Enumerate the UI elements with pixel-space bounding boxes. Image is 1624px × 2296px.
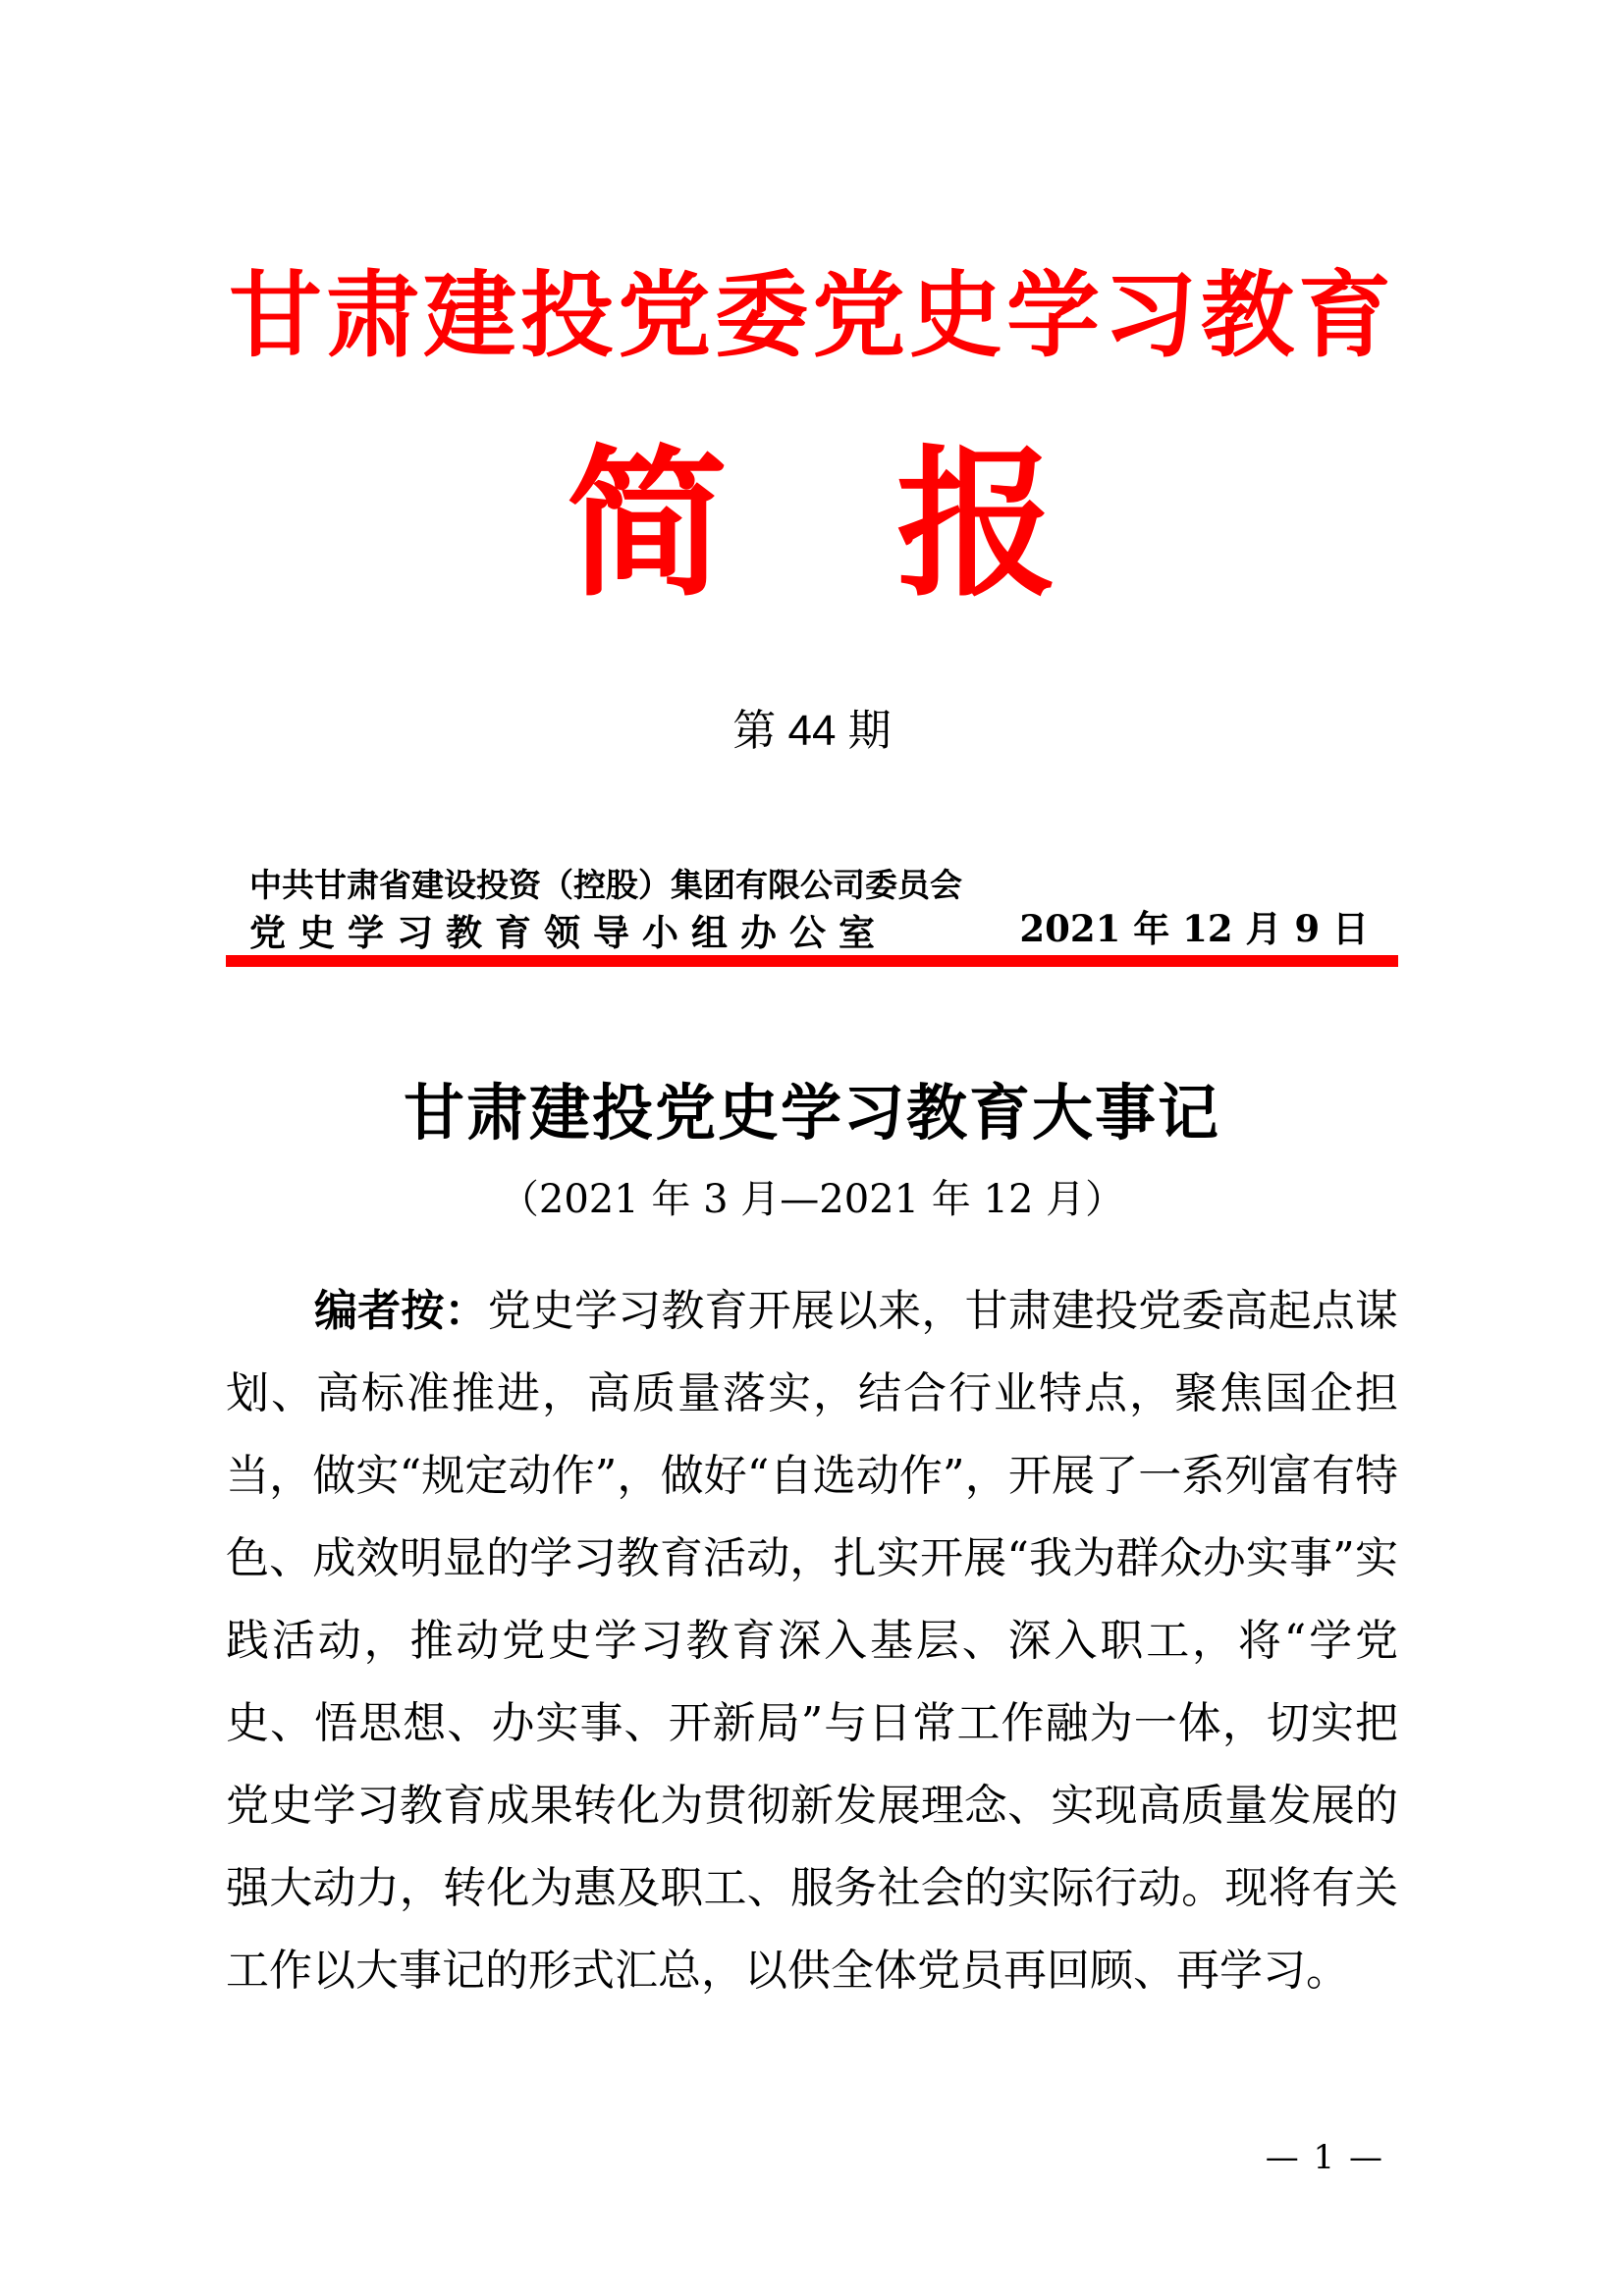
page-number: — 1 — [1265,2138,1384,2177]
issue-number: 第 44 期 [732,707,892,755]
masthead-bulletin-title [226,429,1398,618]
issue-date: 2021 年 12 月 9 日 [1019,907,1369,950]
article-body-paragraph [226,1270,1398,2012]
article-date-range: （2021 年 3 月—2021 年 12 月） [499,1177,1125,1222]
issuer-office-line: 党史学习教育领导小组办公室 [249,911,888,954]
masthead-org-title: 甘肃建投党委党史学习教育 [228,261,1395,370]
editor-note-label: 编者按： [314,1286,488,1336]
issuer-committee-line: 中共甘肃省建设投资（控股）集团有限公司委员会 [249,866,962,904]
masthead-divider-rule [226,955,1398,967]
article-title: 甘肃建投党史学习教育大事记 [403,1077,1220,1148]
editor-note-text: 党史学习教育开展以来，甘肃建投党委高起点谋划、高标准推进，高质量落实，结合行业特点，聚焦国企担当，做实“规定动作”，做好“自选动作”，开展了一系列富有特色、成效明显的学习教育活动，扎实开展“我为群众办实事”实践活动，推动党史学习教育深入基层、深入职工，将“学党史、悟思想、办实事、开新局”与日常工作融为一体，切实把党史学习教育成果转化为贯彻新发展理念、实现高质量发展的强大动力，转化为惠及职工、服务社会的实际行动。现将有关工作以大事记的形式汇总，以供全体党员再回顾、再学习。 [226,1286,1399,1996]
bulletin-char-bao: 报 [896,429,1058,618]
page-content [226,0,1398,2296]
bulletin-char-jian: 简 [566,429,728,618]
